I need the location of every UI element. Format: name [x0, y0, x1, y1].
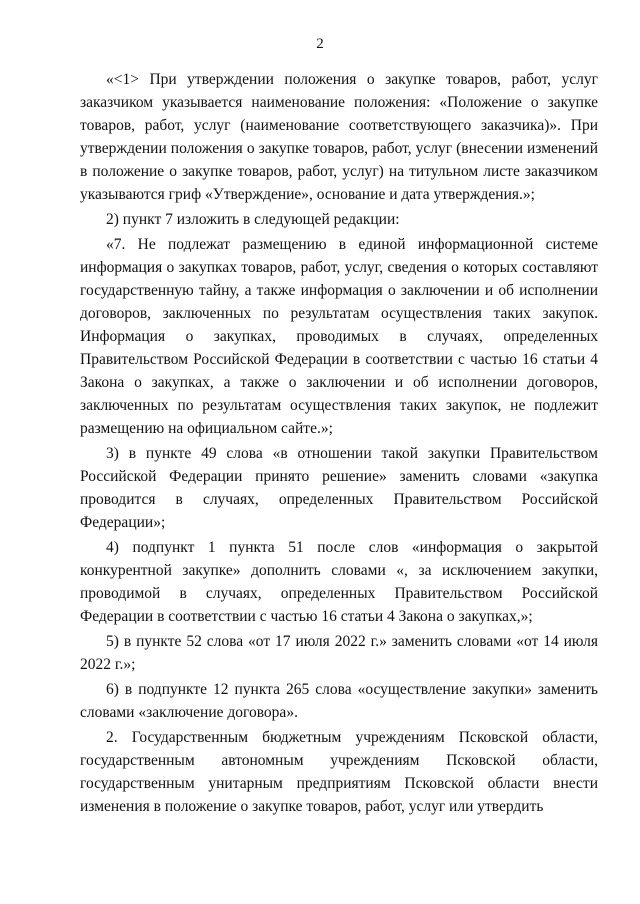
document-body [80, 68, 598, 818]
page-number: 2 [316, 36, 324, 52]
paragraph-section-2: 2. Государственным бюджетным учреждениям Псковской области, государственным автономным учреждениям Псковской области, государственным унитарным предприятиям Псковской области внести изменения в положение о закупке товаров, работ, услуг или утвердить [80, 729, 598, 815]
paragraph-point-7: «7. Не подлежат размещению в единой информационной системе информация о закупках товаров, работ, услуг, сведения о которых составляют государственную тайну, а также информация о заключении и об исполнении договоров, заключенных по результатам осуществления таких закупок. Информация о закупках, проводимых в случаях, определенных Правительством Российской Федерации в соответствии с частью 16 статьи 4 Закона о закупках, а также о заключении и об исполнении договоров, заключенных по результатам осуществления таких закупок, не подлежит размещению на официальном сайте.»; [80, 236, 598, 437]
paragraph-item-3: 3) в пункте 49 слова «в отношении такой закупки Правительством Российской Федерации принято решение» заменить словами «закупка проводится в случаях, определенных Правительством Российской Федерации»; [80, 445, 598, 531]
paragraph-item-4: 4) подпункт 1 пункта 51 после слов «информация о закрытой конкурентной закупке» дополнить словами «, за исключением закупки, проводимой в случаях, определенных Правительством Российской Федерации в соответствии с частью 16 статьи 4 Закона о закупках,»; [80, 539, 598, 625]
paragraph-item-6: 6) в подпункте 12 пункта 265 слова «осуществление закупки» заменить словами «заключение договора». [80, 681, 598, 721]
paragraph-footnote: «<1> При утверждении положения о закупке товаров, работ, услуг заказчиком указывается наименование положения: «Положение о закупке товаров, работ, услуг (наименование соответствующего заказчика)». При утверждении положения о закупке товаров, работ, услуг (внесении изменений в положение о закупке товаров, работ, услуг) на титульном листе заказчиком указываются гриф «Утверждение», основание и дата утверждения.»; [80, 71, 598, 203]
paragraph-item-2: 2) пункт 7 изложить в следующей редакции: [106, 211, 400, 228]
paragraph-item-5: 5) в пункте 52 слова «от 17 июля 2022 г.» заменить словами «от 14 июля 2022 г.»; [80, 633, 598, 673]
